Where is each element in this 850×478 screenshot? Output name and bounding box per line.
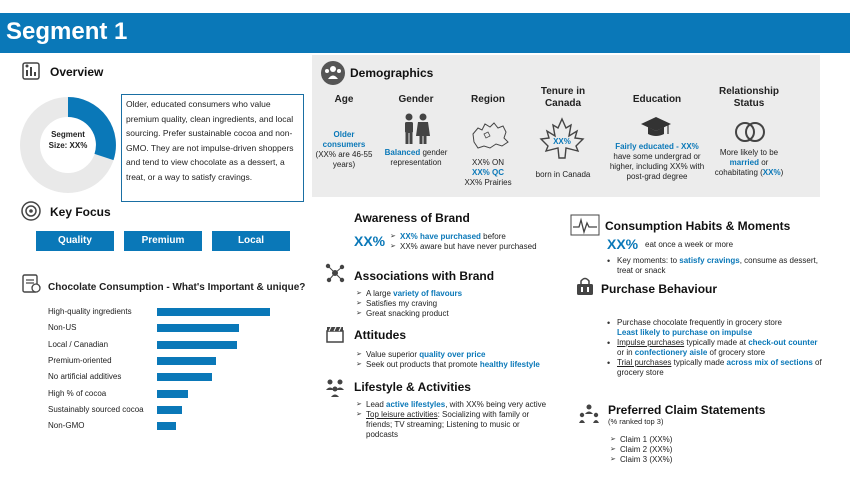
purchase-text: typically made at <box>684 338 749 347</box>
habit-text: Key moments: to <box>617 256 680 265</box>
association-highlight: variety of flavours <box>393 289 463 298</box>
lifestyle-text: , with XX% being very active <box>445 400 547 409</box>
tenure-leaf-value: XX% <box>553 137 571 146</box>
consumption-label: No artificial additives <box>48 372 122 382</box>
key-focus-title: Key Focus <box>50 205 111 219</box>
document-check-icon <box>20 272 42 294</box>
associations-title: Associations with Brand <box>354 269 495 283</box>
age-heading: Age <box>334 94 354 105</box>
consumption-row <box>48 306 132 318</box>
consumption-label: Premium-oriented <box>48 355 112 365</box>
consumption-row <box>48 355 112 367</box>
purchase-text: of grocery store <box>707 348 766 357</box>
claims-title: Preferred Claim Statements <box>608 403 766 417</box>
purchase-item <box>607 358 822 378</box>
wedding-rings-icon <box>733 118 767 146</box>
consumption-label: Local / Canadian <box>48 339 109 349</box>
relationship-heading-1: Relationship <box>718 86 779 97</box>
attitude-text: Seek out products that promote <box>366 360 480 369</box>
purchase-item <box>607 338 822 358</box>
canada-map-icon <box>470 120 510 156</box>
gender-detail-2: representation <box>390 158 442 167</box>
habit-item <box>607 256 822 276</box>
tenure-heading-2: Canada <box>544 98 582 109</box>
consumption-bar <box>157 308 270 316</box>
page-title: Segment 1 <box>6 18 128 45</box>
habits-title: Consumption Habits & Moments <box>605 219 791 233</box>
consumption-bar <box>157 390 188 398</box>
gender-highlight: Balanced <box>384 148 421 157</box>
associations-list <box>356 289 556 319</box>
association-item: ➢ Great snacking product <box>356 309 556 319</box>
relationship-heading-2: Status <box>733 98 765 109</box>
lifestyle-item <box>356 410 551 440</box>
gender-detail-1: gender <box>420 148 448 157</box>
purchase-underlined: Trial purchases <box>617 358 672 367</box>
consumption-label: High-quality ingredients <box>48 307 132 316</box>
lifestyle-highlight: active lifestyles <box>386 400 446 409</box>
claims-subtitle: (% ranked top 3) <box>608 417 664 426</box>
donut-label-segment: Segment <box>51 130 85 139</box>
claim-item: ➢ Claim 2 (XX%) <box>610 445 730 455</box>
habits-big-value: XX% <box>607 236 639 252</box>
relationship-detail-3: cohabitating ( <box>714 168 763 177</box>
purchase-underlined: Impulse purchases <box>617 338 685 347</box>
consumption-bar <box>157 373 212 381</box>
purchase-text: typically made <box>671 358 727 367</box>
awareness-title: Awareness of Brand <box>354 211 470 225</box>
overview-icon <box>20 60 42 82</box>
lifestyle-title: Lifestyle & Activities <box>354 380 471 394</box>
consumption-bar <box>157 324 239 332</box>
heartbeat-icon <box>570 214 600 236</box>
relationship-percent: XX% <box>762 168 781 177</box>
claim-item: ➢ Claim 3 (XX%) <box>610 455 730 465</box>
consumption-label: Non-US <box>48 323 77 333</box>
lifestyle-underlined: Top leisure activities <box>366 410 438 419</box>
focus-tag-premium: Premium <box>124 231 202 251</box>
association-text: A large <box>366 289 394 298</box>
region-qc: XX% QC <box>471 168 504 177</box>
consumption-label: Sustainably sourced cocoa <box>48 404 144 414</box>
awareness-item: ➢ XX% aware but have never purchased <box>390 242 570 252</box>
education-highlight: Fairly educated - XX% <box>615 142 699 151</box>
association-item: ➢ Satisfies my craving <box>356 299 556 309</box>
consumption-row <box>48 404 144 416</box>
relationship-detail-4: ) <box>780 168 784 177</box>
network-icon <box>324 262 346 284</box>
demographics-title: Demographics <box>350 66 434 80</box>
purchase-list <box>607 318 822 378</box>
habits-big-text: eat once a week or more <box>645 240 734 249</box>
association-item <box>356 289 556 299</box>
purchase-text: Purchase chocolate frequently in grocery store <box>617 318 782 327</box>
purchase-item <box>607 318 822 338</box>
purchase-text: or in <box>617 348 635 357</box>
awareness-text: before <box>480 232 506 241</box>
purchase-title: Purchase Behaviour <box>601 282 718 296</box>
attitude-item <box>356 360 596 370</box>
claims-people-icon <box>578 402 600 424</box>
age-detail: (XX% are 46-55 years) <box>315 150 373 169</box>
header-bar <box>0 13 850 53</box>
consumption-title: Chocolate Consumption - What's Important & unique? <box>48 282 306 293</box>
education-heading: Education <box>632 94 682 105</box>
purchase-highlight: confectionery aisle <box>634 348 708 357</box>
habit-text: , consume as dessert, treat or snack <box>617 256 818 275</box>
clapperboard-icon <box>324 323 346 345</box>
attitudes-title: Attitudes <box>354 328 406 342</box>
attitude-item <box>356 350 596 360</box>
awareness-list <box>390 232 570 252</box>
lifestyle-text: : Socializing with family or friends; TV streaming; Listening to music or podcasts <box>366 410 530 439</box>
tenure-detail: born in Canada <box>535 170 591 179</box>
consumption-row <box>48 371 121 383</box>
overview-description: Older, educated consumers who value premium quality, clean ingredients, and local sourcing. Prefer sustainable cocoa and non-GMO. They are not impulse-driven shoppers and tend to view chocolate as a dessert, a treat, or a way to satisfy cravings. <box>121 94 304 202</box>
attitude-highlight: quality over price <box>419 350 486 359</box>
awareness-item <box>390 232 570 242</box>
consumption-bar <box>157 406 182 414</box>
region-prairies: XX% Prairies <box>464 178 512 187</box>
region-on: XX% ON <box>471 158 504 167</box>
donut-label-size: Size: XX% <box>48 141 88 150</box>
relationship-detail-2: or <box>759 158 769 167</box>
habits-list <box>607 256 822 276</box>
consumption-bar <box>157 357 216 365</box>
purchase-text: of grocery store <box>617 358 822 377</box>
education-detail: have some undergrad or higher, including XX% with post-grad degree <box>609 152 705 181</box>
relationship-married: married <box>729 158 759 167</box>
lifestyle-item <box>356 400 551 410</box>
gender-heading: Gender <box>398 94 434 105</box>
consumption-row <box>48 339 108 351</box>
consumption-label: Non-GMO <box>48 421 85 431</box>
overview-title: Overview <box>50 65 104 79</box>
consumption-bar <box>157 341 237 349</box>
age-highlight-2: consumers <box>322 140 366 149</box>
attitude-highlight: healthy lifestyle <box>479 360 540 369</box>
claims-list <box>610 435 730 465</box>
purchase-highlight: Least likely to purchase on impulse <box>617 328 753 337</box>
shopping-basket-icon <box>574 275 596 297</box>
lifestyle-people-icon <box>324 376 346 398</box>
consumption-row <box>48 388 106 400</box>
people-group-icon <box>320 60 346 86</box>
consumption-label: High % of cocoa <box>48 388 107 398</box>
focus-tag-local: Local <box>212 231 290 251</box>
man-woman-icon <box>399 112 433 146</box>
lifestyle-list <box>356 400 551 440</box>
purchase-highlight: across mix of sections <box>726 358 813 367</box>
target-icon <box>20 200 42 222</box>
attitude-text: Value superior <box>366 350 420 359</box>
graduation-cap-icon <box>640 114 672 140</box>
habit-highlight: satisfy cravings <box>679 256 740 265</box>
consumption-row <box>48 420 84 432</box>
lifestyle-text: Lead <box>366 400 387 409</box>
region-heading: Region <box>471 94 505 105</box>
awareness-highlight: XX% have purchased <box>400 232 481 241</box>
awareness-big-value: XX% <box>354 233 386 249</box>
attitudes-list <box>356 350 596 370</box>
focus-tag-quality: Quality <box>36 231 114 251</box>
age-highlight-1: Older <box>333 130 355 139</box>
claim-item: ➢ Claim 1 (XX%) <box>610 435 730 445</box>
relationship-detail-1: More likely to be <box>719 148 779 157</box>
consumption-row <box>48 322 76 334</box>
tenure-heading-1: Tenure in <box>540 86 586 97</box>
purchase-highlight: check-out counter <box>748 338 818 347</box>
consumption-bar <box>157 422 176 430</box>
